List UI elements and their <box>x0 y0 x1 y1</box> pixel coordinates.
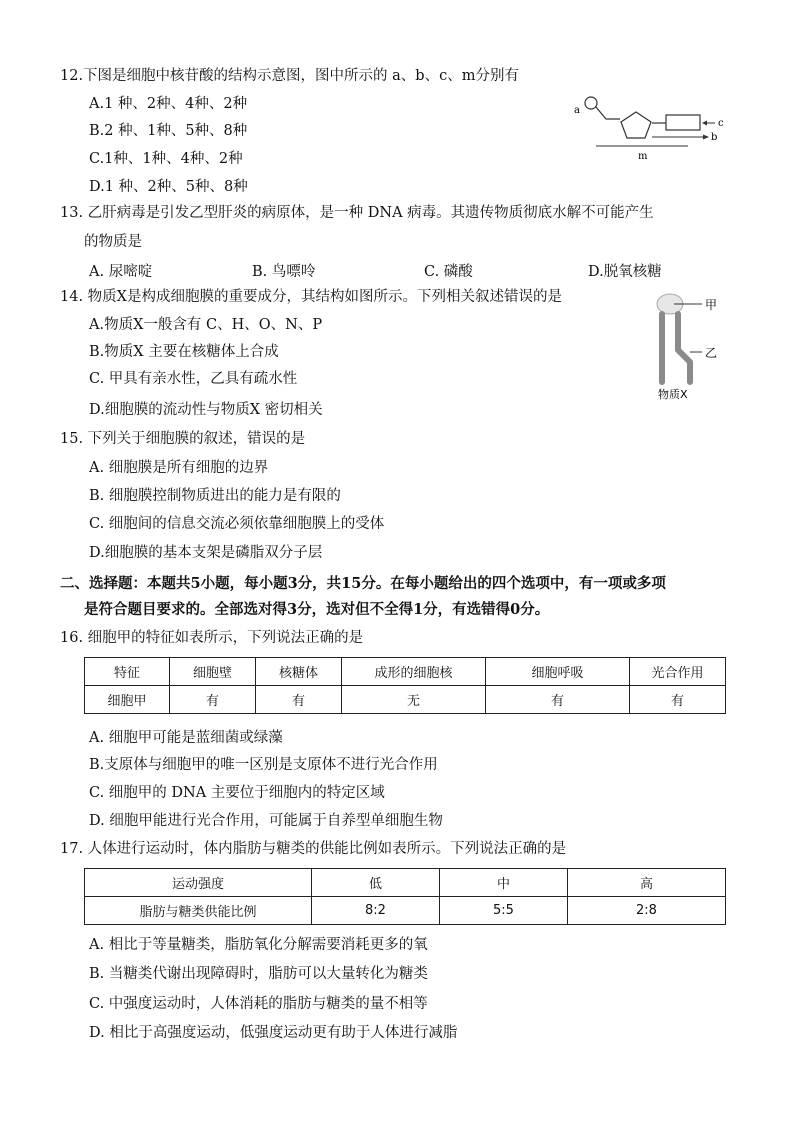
table-header-cell: 核糖体 <box>256 658 342 686</box>
table-header-cell: 成形的细胞核 <box>342 658 486 686</box>
table-cell: 脂肪与糖类供能比例 <box>85 897 312 925</box>
question-16-option-d: D. 细胞甲能进行光合作用，可能属于自养型单细胞生物 <box>89 813 443 829</box>
question-14-option-c: C. 甲具有亲水性，乙具有疏水性 <box>89 371 298 387</box>
table-cell: 5:5 <box>440 897 568 925</box>
question-12-option-a: A.1 种、2种、4种、2种 <box>89 96 248 112</box>
table-header-cell: 高 <box>568 869 726 897</box>
question-12-option-d: D.1 种、2种、5种、8种 <box>89 179 248 195</box>
question-17-option-b: B. 当糖类代谢出现障碍时，脂肪可以大量转化为糖类 <box>89 966 428 982</box>
table-cell: 有 <box>256 686 342 714</box>
question-12-stem: 12.下图是细胞中核苷酸的结构示意图，图中所示的 a、b、c、m分别有 <box>60 68 519 84</box>
table-header-cell: 细胞壁 <box>170 658 256 686</box>
pentose-pentagon <box>621 112 651 138</box>
label-jia: 甲 <box>705 298 718 312</box>
nucleotide-label-b: b <box>711 132 718 143</box>
phosphate-bond <box>596 107 620 119</box>
caption-substance-x: 物质X <box>658 388 688 401</box>
table-header-row <box>85 869 726 897</box>
nucleotide-diagram <box>572 90 732 165</box>
table-header-cell: 特征 <box>85 658 170 686</box>
question-12-option-c: C.1种、1种、4种、2种 <box>89 151 243 167</box>
nucleotide-label-a: a <box>574 105 580 116</box>
question-15-option-b: B. 细胞膜控制物质进出的能力是有限的 <box>89 488 341 504</box>
cell-features-table <box>84 657 726 714</box>
question-17-stem: 17. 人体进行运动时，体内脂肪与糖类的供能比例如表所示。下列说法正确的是 <box>60 841 567 857</box>
question-12-option-b: B.2 种、1种、5种、8种 <box>89 123 248 139</box>
table-cell: 2:8 <box>568 897 726 925</box>
question-14-option-b: B.物质X 主要在核糖体上合成 <box>89 344 279 360</box>
nucleotide-label-c: c <box>718 118 724 129</box>
question-13-stem-line2: 的物质是 <box>84 234 142 250</box>
base-rect <box>666 115 700 130</box>
question-15-option-c: C. 细胞间的信息交流必须依靠细胞膜上的受体 <box>89 516 385 532</box>
nucleotide-label-m: m <box>638 151 648 162</box>
table-cell: 有 <box>170 686 256 714</box>
question-17-option-d: D. 相比于高强度运动，低强度运动更有助于人体进行减脂 <box>89 1025 458 1041</box>
section-2-instructions-line2: 是符合题目要求的。全部选对得3分，选对但不全得1分，有选错得0分。 <box>84 601 550 618</box>
question-13-option-a: A. 尿嘧啶 <box>89 264 153 280</box>
table-header-cell: 运动强度 <box>85 869 312 897</box>
question-17-option-c: C. 中强度运动时，人体消耗的脂肪与糖类的量不相等 <box>89 996 428 1012</box>
question-15-stem: 15. 下列关于细胞膜的叙述，错误的是 <box>60 431 306 447</box>
table-row <box>85 686 726 714</box>
table-header-cell: 细胞呼吸 <box>486 658 630 686</box>
question-17-option-a: A. 相比于等量糖类，脂肪氧化分解需要消耗更多的氧 <box>89 937 428 953</box>
question-13-option-d: D.脱氧核糖 <box>588 264 662 280</box>
table-row <box>85 897 726 925</box>
table-cell: 无 <box>342 686 486 714</box>
question-14-option-d: D.细胞膜的流动性与物质X 密切相关 <box>89 402 323 418</box>
phosphate-circle <box>585 97 597 109</box>
question-13-option-c: C. 磷酸 <box>424 264 473 280</box>
question-16-stem: 16. 细胞甲的特征如表所示，下列说法正确的是 <box>60 630 364 646</box>
label-yi: 乙 <box>705 346 718 360</box>
question-14-stem: 14. 物质X是构成细胞膜的重要成分，其结构如图所示。下列相关叙述错误的是 <box>60 289 562 305</box>
table-header-row <box>85 658 726 686</box>
question-16-option-a: A. 细胞甲可能是蓝细菌或绿藻 <box>89 730 283 746</box>
table-header-cell: 中 <box>440 869 568 897</box>
question-13-option-b: B. 鸟嘌呤 <box>252 264 316 280</box>
table-cell: 有 <box>486 686 630 714</box>
table-cell: 细胞甲 <box>85 686 170 714</box>
section-2-instructions-line1: 二、选择题：本题共5小题，每小题3分，共15分。在每小题给出的四个选项中，有一项或多项 <box>60 575 666 592</box>
question-14-option-a: A.物质X一般含有 C、H、O、N、P <box>89 317 323 333</box>
phospholipid-tail-right <box>678 314 690 382</box>
table-header-cell: 光合作用 <box>630 658 726 686</box>
phospholipid-diagram <box>650 292 730 404</box>
question-16-option-b: B.支原体与细胞甲的唯一区别是支原体不进行光合作用 <box>89 757 438 773</box>
table-header-cell: 低 <box>312 869 440 897</box>
energy-ratio-table <box>84 868 726 925</box>
question-16-option-c: C. 细胞甲的 DNA 主要位于细胞内的特定区域 <box>89 785 385 801</box>
table-cell: 有 <box>630 686 726 714</box>
question-13-stem-line1: 13. 乙肝病毒是引发乙型肝炎的病原体，是一种 DNA 病毒。其遗传物质彻底水解不可能产生 <box>60 205 654 221</box>
question-15-option-a: A. 细胞膜是所有细胞的边界 <box>89 460 269 476</box>
question-15-option-d: D.细胞膜的基本支架是磷脂双分子层 <box>89 545 323 561</box>
table-cell: 8:2 <box>312 897 440 925</box>
